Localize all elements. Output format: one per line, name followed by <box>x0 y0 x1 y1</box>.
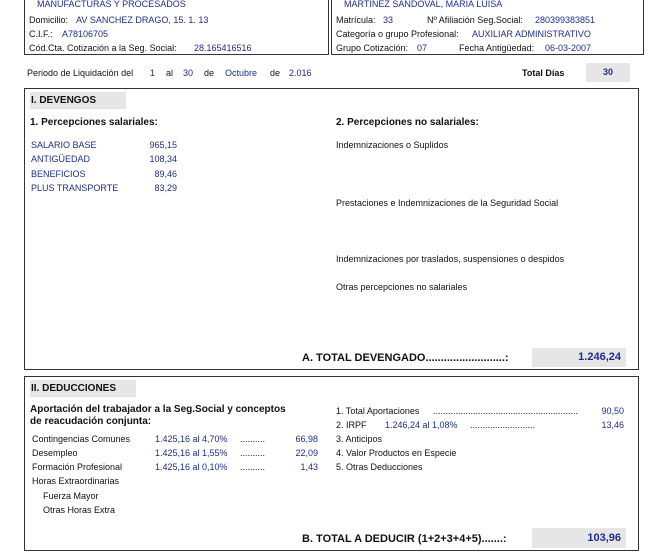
period-month: Octubre <box>225 68 258 78</box>
aportacion-title-2: de reacudación conjunta: <box>30 416 152 427</box>
period-de-1: de <box>204 68 215 78</box>
afiliacion-value: 280399383851 <box>535 15 596 25</box>
grupo-value: 07 <box>417 43 428 53</box>
matricula-value: 33 <box>383 15 394 25</box>
salarial-concept: ANTIGÜEDAD <box>31 154 91 164</box>
total-deducir-label: B. TOTAL A DEDUCIR (1+2+3+4+5).......: <box>302 533 507 545</box>
right-deduction-label: 2. IRPF <box>336 420 367 430</box>
total-dias-label: Total Días <box>522 68 565 78</box>
deduccion-concept: Desempleo <box>32 448 78 458</box>
categoria-value: AUXILIAR ADMINISTRATIVO <box>472 29 591 39</box>
company-cif: A78106705 <box>62 29 109 39</box>
categoria-label: Categoría o grupo Profesional: <box>336 29 459 39</box>
salariales-title: 1. Percepciones salariales: <box>30 117 158 128</box>
antiguedad-label: Fecha Antigüedad: <box>459 43 535 53</box>
right-deduction-label: 3. Anticipos <box>336 434 383 444</box>
salarial-concept: PLUS TRANSPORTE <box>31 183 119 193</box>
right-deduction-dots: .......................................................... <box>433 406 579 416</box>
right-deduction-dots: .......................... <box>470 420 536 430</box>
right-deduction-amount: 13,46 <box>601 420 624 430</box>
salarial-amount: 83,29 <box>154 183 177 193</box>
period-al: al <box>166 68 174 78</box>
company-domicilio: AV SANCHEZ DRAGO, 15. 1. 13 <box>76 15 209 25</box>
deduccion-amount: 66,98 <box>295 434 318 444</box>
period-de-2: de <box>270 68 281 78</box>
afiliacion-label: Nº Afiliación Seg.Social: <box>427 15 523 25</box>
fuerza-mayor-label: Fuerza Mayor <box>43 491 99 501</box>
deduccion-base: 1.425,16 al 0,10% <box>155 462 228 472</box>
no-salarial-item: Indemnizaciones por traslados, suspensiones o despidos <box>336 254 565 264</box>
employee-name: MARTINEZ SANDOVAL, MARIA LUISA <box>344 0 503 9</box>
salarial-amount: 965,15 <box>149 140 177 150</box>
company-name: MANUFACTURAS Y PROCESADOS <box>37 0 186 9</box>
deduccion-dots: .......... <box>240 434 266 444</box>
deduccion-dots: .......... <box>240 448 266 458</box>
period-to: 30 <box>183 68 194 78</box>
deduccion-amount: 1,43 <box>300 462 318 472</box>
deduccion-concept: Contingencias Comunes <box>32 434 131 444</box>
devengos-box <box>24 88 639 370</box>
company-cif-label: C.I.F.: <box>29 29 53 39</box>
no-salarial-item: Indemnizaciones o Suplidos <box>336 140 449 150</box>
antiguedad-value: 06-03-2007 <box>545 43 592 53</box>
deducciones-title: II. DEDUCCIONES <box>31 383 117 394</box>
period-from: 1 <box>150 68 156 78</box>
company-ccc-label: Cód.Cta. Cotización a la Seg. Social: <box>29 43 177 53</box>
no-salariales-title: 2. Percepciones no salariales: <box>336 117 479 128</box>
right-deduction-label: 1. Total Aportaciones <box>336 406 420 416</box>
aportacion-title-1: Aportación del trabajador a la Seg.Social y conceptos <box>30 404 286 415</box>
horas-extra-label: Horas Extraordinarias <box>32 476 120 486</box>
total-devengado-label: A. TOTAL DEVENGADO..........................: <box>302 352 509 364</box>
company-domicilio-label: Domicilio: <box>29 15 69 25</box>
deduccion-dots: .......... <box>240 462 266 472</box>
company-ccc: 28.165416516 <box>194 43 252 53</box>
deduccion-base: 1.425,16 al 4,70% <box>155 434 228 444</box>
deduccion-concept: Formación Profesional <box>32 462 123 472</box>
devengos-title: I. DEVENGOS <box>31 95 97 106</box>
total-dias-value: 30 <box>602 67 613 77</box>
period-year: 2.016 <box>289 68 312 78</box>
irpf-detail: 1.246,24 al 1,08% <box>385 420 458 430</box>
no-salarial-item: Prestaciones e Indemnizaciones de la Seguridad Social <box>336 198 559 208</box>
no-salarial-item: Otras percepciones no salariales <box>336 282 468 292</box>
grupo-label: Grupo Cotización: <box>336 43 409 53</box>
period-label: Periodo de Liquidación del <box>27 68 134 78</box>
deduccion-base: 1.425,16 al 1,55% <box>155 448 228 458</box>
total-deducir-value: 103,96 <box>587 532 621 544</box>
right-deduction-amount: 90,50 <box>601 406 624 416</box>
total-devengado-value: 1.246,24 <box>578 351 621 363</box>
matricula-label: Matrícula: <box>336 15 376 25</box>
salarial-concept: BENEFICIOS <box>31 169 86 179</box>
salarial-concept: SALARIO BASE <box>31 140 97 150</box>
otras-horas-label: Otras Horas Extra <box>43 505 116 515</box>
right-deduction-label: 5. Otras Deducciones <box>336 462 423 472</box>
deduccion-amount: 22,09 <box>295 448 318 458</box>
right-deduction-label: 4. Valor Productos en Especie <box>336 448 457 458</box>
salarial-amount: 108,34 <box>149 154 177 164</box>
salarial-amount: 89,46 <box>154 169 177 179</box>
